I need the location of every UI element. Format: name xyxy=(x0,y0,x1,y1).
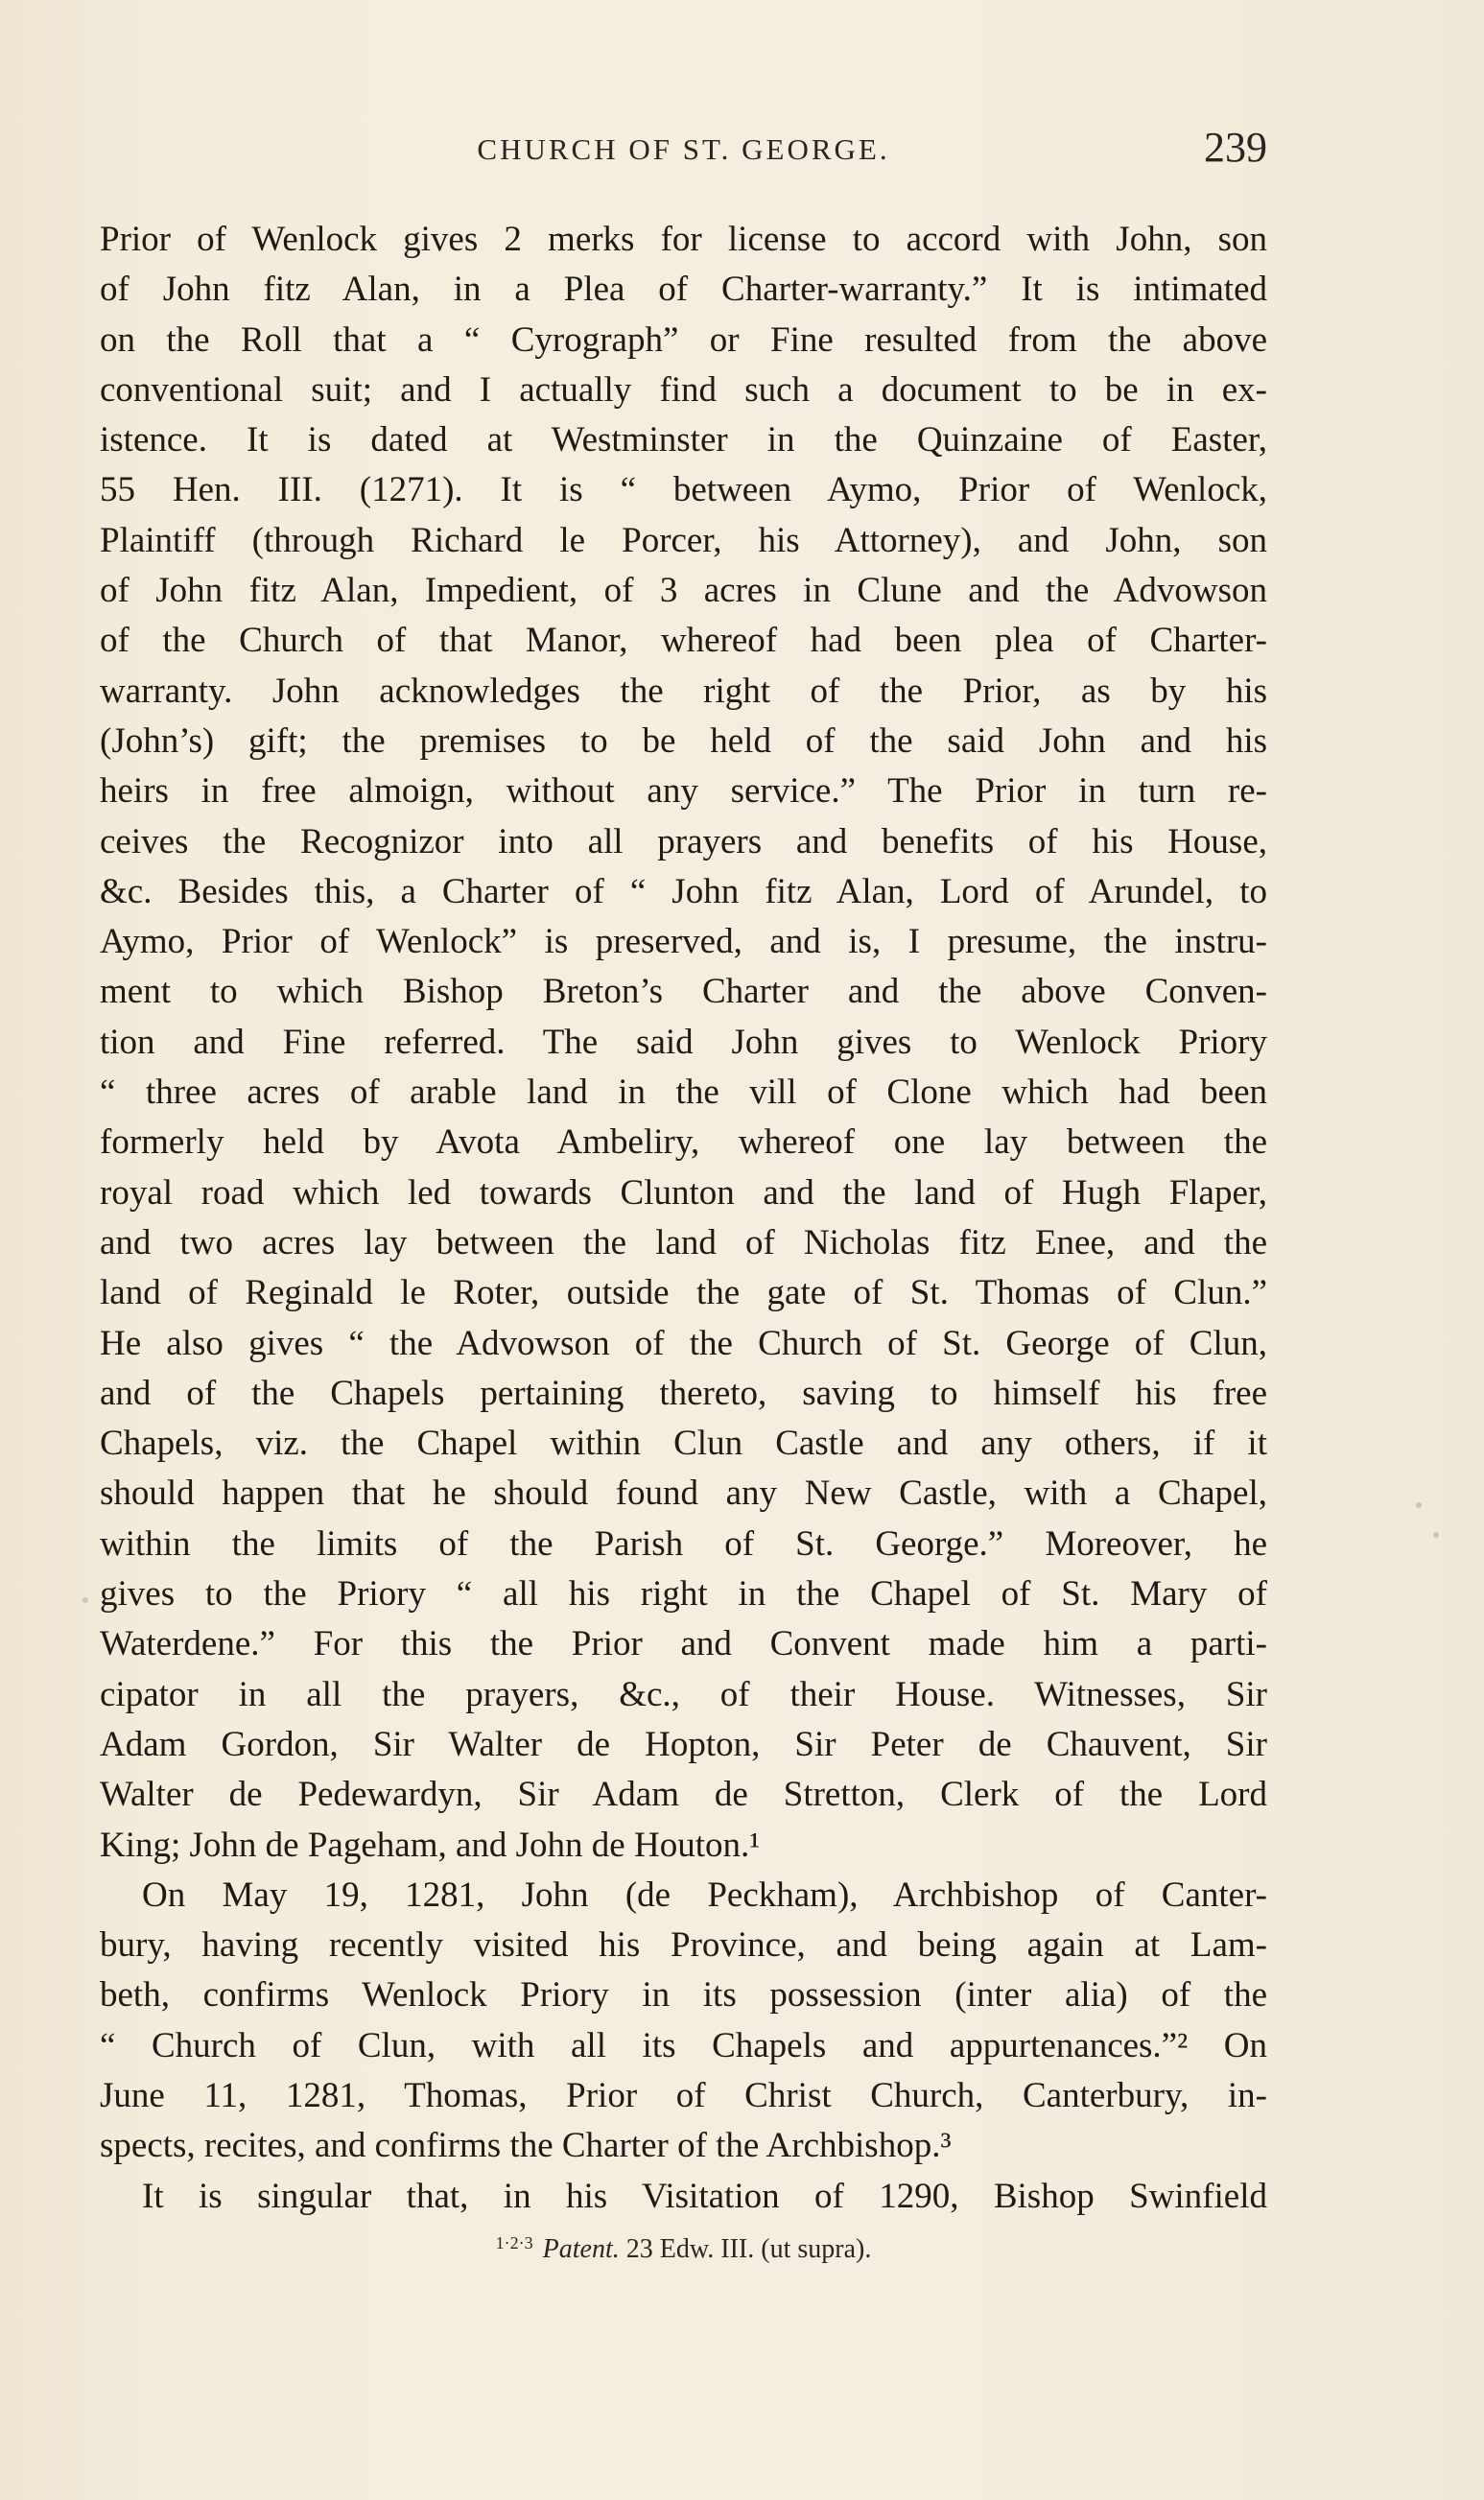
paper-speck xyxy=(1433,1532,1439,1538)
text-line: beth, confirms Wenlock Priory in its possession (inter alia) of the xyxy=(100,1975,1267,2016)
body-text xyxy=(100,215,1267,2222)
paper-speck xyxy=(1416,1502,1422,1508)
text-line: 55 Hen. III. (1271). It is “ between Aymo, Prior of Wenlock, xyxy=(100,470,1267,510)
text-line: tion and Fine referred. The said John gives to Wenlock Priory xyxy=(100,1022,1267,1062)
text-line: heirs in free almoign, without any service.” The Prior in turn re- xyxy=(100,771,1267,812)
text-line: Chapels, viz. the Chapel within Clun Castle and any others, if it xyxy=(100,1424,1267,1464)
running-head xyxy=(100,123,1267,180)
paper-speck xyxy=(82,1597,88,1603)
text-line: and two acres lay between the land of Nicholas fitz Enee, and the xyxy=(100,1222,1267,1262)
text-line: istence. It is dated at Westminster in the Quinzaine of Easter, xyxy=(100,420,1267,460)
text-line: Adam Gordon, Sir Walter de Hopton, Sir Peter de Chauvent, Sir xyxy=(100,1724,1267,1764)
text-line: “ Church of Clun, with all its Chapels and appurtenances.”² On xyxy=(100,2025,1267,2065)
text-line: of the Church of that Manor, whereof had been plea of Charter- xyxy=(100,621,1267,661)
text-line: land of Reginald le Roter, outside the gate of St. Thomas of Clun.” xyxy=(100,1273,1267,1313)
text-line: &c. Besides this, a Charter of “ John fitz Alan, Lord of Arundel, to xyxy=(100,871,1267,911)
text-line: formerly held by Avota Ambeliry, whereof one lay between the xyxy=(100,1122,1267,1163)
footnote-reference: 23 Edw. III. (ut supra). xyxy=(625,2234,872,2264)
text-line: of John fitz Alan, Impedient, of 3 acres in Clune and the Advowson xyxy=(100,571,1267,611)
text-line: spects, recites, and confirms the Charter of the Archbishop.³ xyxy=(100,2126,952,2166)
text-line: On May 19, 1281, John (de Peckham), Archbishop of Canter- xyxy=(142,1875,1267,1915)
footnote xyxy=(100,2233,1267,2265)
text-line: conventional suit; and I actually find such a document to be in ex- xyxy=(100,369,1267,410)
page-number: 239 xyxy=(1204,124,1267,171)
footnote-source: Patent. xyxy=(542,2234,620,2264)
text-line: He also gives “ the Advowson of the Church of St. George of Clun, xyxy=(100,1323,1267,1363)
text-line: of John fitz Alan, in a Plea of Charter-warranty.” It is intimated xyxy=(100,270,1267,310)
text-line: should happen that he should found any New Castle, with a Chapel, xyxy=(100,1474,1267,1514)
text-line: It is singular that, in his Visitation of 1290, Bishop Swinfield xyxy=(142,2176,1267,2216)
text-line: (John’s) gift; the premises to be held of the said John and his xyxy=(100,720,1267,761)
text-line: ceives the Recognizor into all prayers and benefits of his House, xyxy=(100,821,1267,861)
text-line: bury, having recently visited his Province, and being again at Lam- xyxy=(100,1925,1267,1966)
text-line: June 11, 1281, Thomas, Prior of Christ Church, Canterbury, in- xyxy=(100,2075,1267,2115)
text-line: Prior of Wenlock gives 2 merks for license to accord with John, son xyxy=(100,220,1267,259)
text-line: within the limits of the Parish of St. George.” Moreover, he xyxy=(100,1523,1267,1564)
text-line: Walter de Pedewardyn, Sir Adam de Stretton, Clerk of the Lord xyxy=(100,1775,1267,1815)
text-line: cipator in all the prayers, &c., of their House. Witnesses, Sir xyxy=(100,1674,1267,1714)
footnote-marks: 1·2·3 xyxy=(495,2233,533,2252)
text-line: ment to which Bishop Breton’s Charter and the above Conven- xyxy=(100,972,1267,1012)
text-line: warranty. John acknowledges the right of the Prior, as by his xyxy=(100,671,1267,711)
text-line: Aymo, Prior of Wenlock” is preserved, and is, I presume, the instru- xyxy=(100,922,1267,962)
text-line: gives to the Priory “ all his right in the Chapel of St. Mary of xyxy=(100,1574,1267,1615)
text-line: royal road which led towards Clunton and the land of Hugh Flaper, xyxy=(100,1172,1267,1213)
text-line: “ three acres of arable land in the vill of Clone which had been xyxy=(100,1073,1267,1113)
text-line: Plaintiff (through Richard le Porcer, his Attorney), and John, son xyxy=(100,520,1267,560)
text-line: King; John de Pageham, and John de Houton.¹ xyxy=(100,1825,761,1865)
text-line: on the Roll that a “ Cyrograph” or Fine resulted from the above xyxy=(100,319,1267,360)
running-title: CHURCH OF ST. GEORGE. xyxy=(477,132,890,166)
text-line: and of the Chapels pertaining thereto, saving to himself his free xyxy=(100,1373,1267,1413)
text-line: Waterdene.” For this the Prior and Convent made him a parti- xyxy=(100,1624,1267,1664)
